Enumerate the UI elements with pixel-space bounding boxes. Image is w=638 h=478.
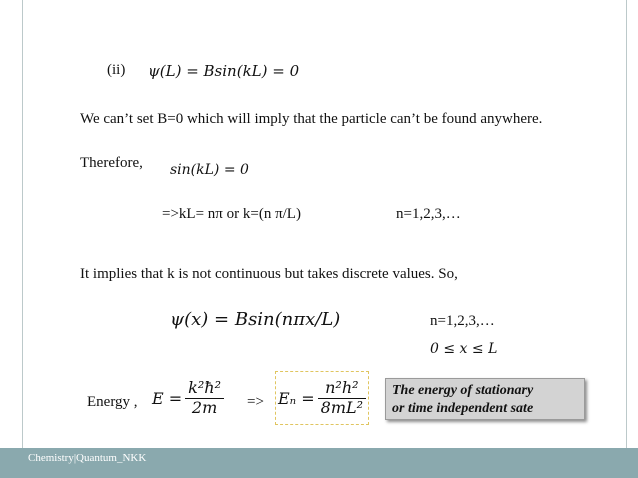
x-range: 0 ≤ x ≤ L bbox=[430, 341, 498, 357]
statement-text: We can’t set B=0 which will imply that the particle can’t be found anywhere. bbox=[80, 111, 543, 127]
equation-psi-x: ψ(x) = Bsin(nπx/L) bbox=[170, 309, 341, 330]
En-fraction bbox=[318, 379, 366, 417]
energy-label: Energy , bbox=[87, 394, 138, 410]
item-label: (ii) bbox=[107, 62, 126, 78]
implies-arrow: => bbox=[247, 394, 264, 410]
right-rule bbox=[626, 0, 627, 448]
callout-line-1: The energy of stationary bbox=[392, 383, 534, 398]
energy-equation bbox=[152, 372, 227, 424]
En-lhs: Eₙ = bbox=[278, 388, 315, 408]
equation-psi-L: ψ(L) = Bsin(kL) = 0 bbox=[148, 62, 300, 80]
therefore-label: Therefore, bbox=[80, 155, 143, 171]
kL-relation: =>kL= nπ or k=(n π/L) bbox=[162, 206, 301, 222]
En-numerator: n²h² bbox=[318, 379, 366, 398]
n-values-first: n=1,2,3,… bbox=[396, 206, 461, 222]
energy-numerator: k²ħ² bbox=[185, 379, 224, 398]
discrete-values-text: It implies that k is not continuous but takes discrete values. So, bbox=[80, 266, 458, 282]
callout-line-2: or time independent sate bbox=[392, 401, 534, 416]
n-values-second: n=1,2,3,… bbox=[430, 313, 495, 329]
footer-text: Chemistry|Quantum_NKK bbox=[28, 452, 147, 464]
energy-lhs: E = bbox=[152, 388, 183, 408]
left-rule bbox=[22, 0, 23, 448]
energy-denominator: 2m bbox=[191, 397, 218, 417]
energy-fraction bbox=[185, 379, 224, 417]
En-equation bbox=[278, 372, 369, 424]
stationary-energy-callout bbox=[385, 378, 585, 420]
equation-sin-kL: sin(kL) = 0 bbox=[170, 162, 249, 178]
En-denominator: 8mL² bbox=[320, 397, 364, 417]
